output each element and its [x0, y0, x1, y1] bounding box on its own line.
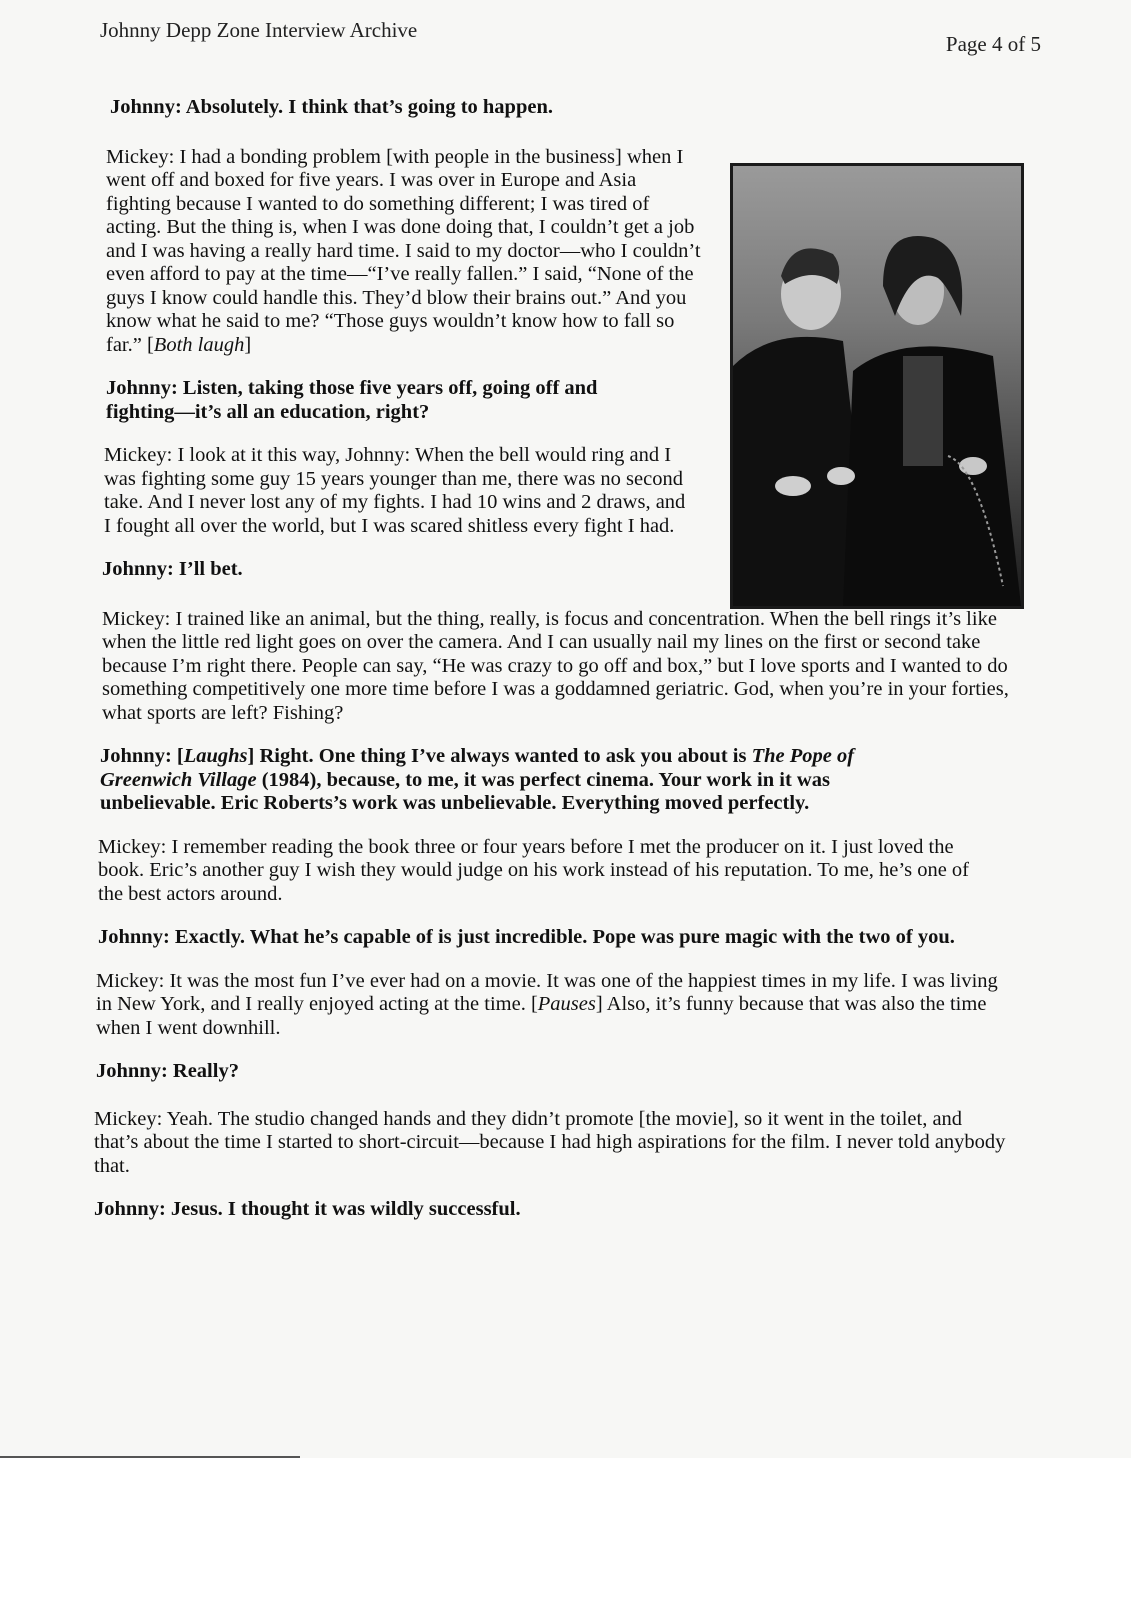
paragraph-text: Johnny: Absolutely. I think that’s going to happen.: [110, 96, 553, 118]
paragraph-text: Mickey: I had a bonding problem [with people in the business] when I went off and boxed for five years. I was over in Europe and Asia fighting because I wanted to do something different; I was tired of acting. But the thing is, when I was done doing that, I couldn’t get a job and I was having a really hard time. I said to my doctor—who I couldn’t even afford to pay at the time—“I’ve really fallen.” I said, “None of the guys I know could handle this. They’d blow their brains out.” And you know what he said to me? “Those guys wouldn’t know how to fall so far.” [: [106, 145, 701, 356]
paragraph-text: ]: [244, 333, 252, 356]
header-title: Johnny Depp Zone Interview Archive: [100, 18, 418, 42]
blank-margin: [0, 1460, 1131, 1600]
mickey-line: [106, 146, 706, 358]
johnny-line: [96, 1060, 1031, 1084]
paragraph-text: Johnny: Really?: [96, 1060, 239, 1082]
johnny-line: [102, 558, 712, 582]
paragraph-text: Mickey: Yeah. The studio changed hands and they didn’t promote [the movie], so it went in the toilet, and that’s about the time I started to short-circuit—because I had high aspirations for the film. I never told anybody that.: [94, 1107, 1006, 1177]
mickey-line: [102, 608, 1017, 726]
johnny-line: [110, 96, 720, 120]
paragraph-text: Johnny: Exactly. What he’s capable of is just incredible. Pope was pure magic with the two of you.: [98, 926, 955, 948]
italic-text: Both laugh: [153, 333, 245, 356]
johnny-line: [100, 745, 930, 816]
italic-text: Laughs: [183, 745, 248, 767]
paragraph-text: Mickey: I remember reading the book three or four years before I met the producer on it. I just loved the book. Eric’s another guy I wish they would judge on his work instead of his reputation. To me, he’s one of the best actors around.: [98, 835, 969, 905]
mickey-line: [98, 836, 998, 907]
italic-text: The Pope of Greenwich Village: [100, 745, 855, 791]
paragraph-text: Johnny: Listen, taking those five years off, going off and fighting—it’s all an education, right?: [106, 377, 598, 423]
mickey-line: [104, 444, 694, 538]
paragraph-text: ] Also, it’s funny because that was also the time when I went downhill.: [96, 993, 987, 1039]
interview-body: [94, 96, 1033, 1242]
paragraph-text: (1984), because, to me, it was perfect cinema. Your work in it was unbelievable. Eric Roberts’s work was unbelievable. Everything moved perfectly.: [100, 768, 830, 814]
johnny-line: [106, 377, 666, 424]
mickey-line: [96, 970, 1011, 1041]
paragraph-text: Mickey: I look at it this way, Johnny: When the bell would ring and I was fighting some guy 15 years younger than me, there was no second take. And I never lost any of my fights. I had 10 wins and 2 draws, and I fought all over the world, but I was scared shitless every fight I had.: [104, 444, 686, 537]
paragraph-text: Mickey: I trained like an animal, but the thing, really, is focus and concentration. When the bell rings it’s like when the little red light goes on over the camera. And I can usually nail my lines on the first or second take because I’m right there. People can say, “He was crazy to go off and box,” but I love sports and I wanted to do something competitively one more time before I was a goddamned geriatric. God, when you’re in your forties, what sports are left? Fishing?: [102, 607, 1009, 724]
paragraph-text: Johnny: [: [100, 745, 184, 767]
italic-text: Pauses: [537, 993, 596, 1015]
page-number: Page 4 of 5: [945, 32, 1041, 56]
paragraph-text: Johnny: I’ll bet.: [102, 558, 243, 580]
johnny-line: [94, 1198, 1029, 1222]
paragraph-text: Mickey: It was the most fun I’ve ever had on a movie. It was one of the happiest times in my life. I was living in New York, and I really enjoyed acting at the time. [: [96, 969, 998, 1015]
paragraph-text: ] Right. One thing I’ve always wanted to ask you about is: [247, 745, 752, 767]
paragraph-text: Johnny: Jesus. I thought it was wildly successful.: [94, 1198, 521, 1220]
johnny-line: [98, 926, 998, 950]
page-bottom-edge: [0, 1456, 300, 1458]
mickey-line: [94, 1108, 1009, 1179]
